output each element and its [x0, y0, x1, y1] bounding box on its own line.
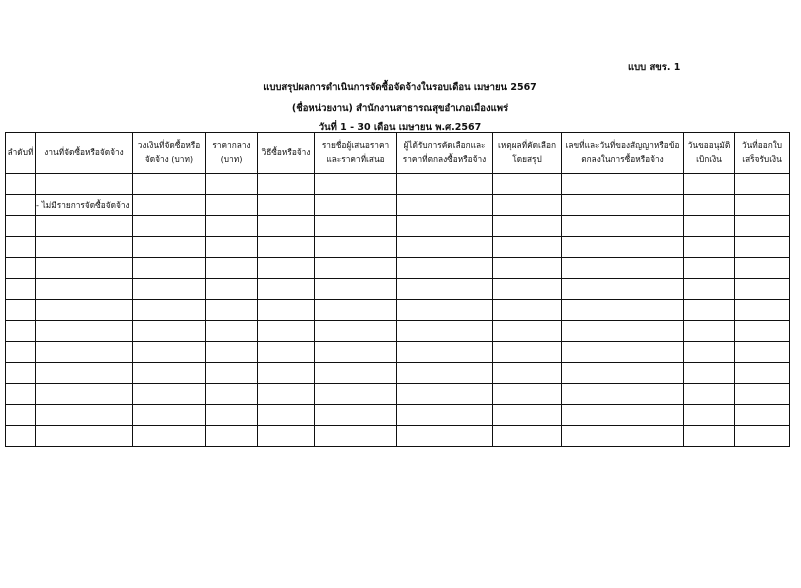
table-body	[6, 174, 790, 447]
form-code: แบบ สขร. 1	[628, 62, 681, 73]
table-row	[6, 363, 790, 384]
col-header-contract: เลขที่และวันที่ของสัญญาหรือข้อตกลงในการซื้อหรือจ้าง	[562, 133, 684, 174]
table-row	[6, 342, 790, 363]
table-row	[6, 300, 790, 321]
col-header-budget: วงเงินที่จัดซื้อหรือจัดจ้าง (บาท)	[133, 133, 206, 174]
report-title: แบบสรุปผลการดำเนินการจัดซื้อจัดจ้างในรอบเดือน เมษายน 2567	[263, 82, 537, 93]
table-row	[6, 216, 790, 237]
col-header-work-item: งานที่จัดซื้อหรือจัดจ้าง	[36, 133, 133, 174]
col-header-selected-vendor: ผู้ได้รับการคัดเลือกและราคาที่ตกลงซื้อหรือจ้าง	[397, 133, 493, 174]
table-row	[6, 405, 790, 426]
col-header-method: วิธีซื้อหรือจ้าง	[258, 133, 315, 174]
table-header-row	[6, 133, 790, 174]
col-header-reason: เหตุผลที่คัดเลือกโดยสรุป	[493, 133, 562, 174]
col-header-receipt-date: วันที่ออกใบเสร็จรับเงิน	[735, 133, 790, 174]
table-row	[6, 258, 790, 279]
table-row	[6, 384, 790, 405]
table-row	[6, 237, 790, 258]
col-header-seq: ลำดับที่	[6, 133, 36, 174]
table-row	[6, 279, 790, 300]
col-header-bidders: รายชื่อผู้เสนอราคาและราคาที่เสนอ	[315, 133, 397, 174]
table-row	[6, 195, 790, 216]
agency-name: (ชื่อหน่วยงาน) สำนักงานสาธารณสุขอำเภอเมืองแพร่	[291, 103, 509, 114]
col-header-disbursement-date: วันขออนุมัติเบิกเงิน	[684, 133, 735, 174]
col-header-median-price: ราคากลาง (บาท)	[206, 133, 258, 174]
table-row	[6, 426, 790, 447]
table-row	[6, 321, 790, 342]
procurement-summary-table	[5, 132, 790, 447]
table-row	[6, 174, 790, 195]
no-procurement-note: - ไม่มีรายการจัดซื้อจัดจ้าง	[36, 195, 133, 216]
report-period: วันที่ 1 - 30 เดือน เมษายน พ.ศ.2567	[318, 122, 482, 133]
